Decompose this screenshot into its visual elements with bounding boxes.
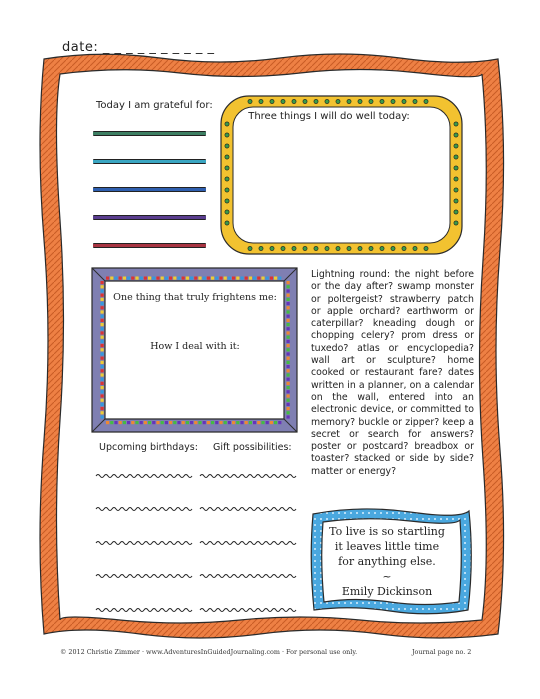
- rainbow-tile: [101, 289, 104, 292]
- rainbow-tile: [194, 277, 197, 280]
- yellow-dot: [248, 246, 252, 250]
- rainbow-tile: [101, 352, 104, 355]
- rainbow-tile: [287, 340, 290, 343]
- rainbow-tile: [156, 277, 159, 280]
- rainbow-tile: [110, 277, 113, 280]
- yellow-dot: [292, 99, 296, 103]
- quote-line-2: it leaves little time: [334, 540, 440, 553]
- rainbow-tile: [232, 421, 235, 424]
- rainbow-tile: [173, 421, 176, 424]
- rainbow-tile: [110, 421, 113, 424]
- yellow-dot: [369, 99, 373, 103]
- gift-possibilities-title: Gift possibilities:: [213, 442, 292, 453]
- rainbow-tile: [287, 302, 290, 305]
- rainbow-tile: [165, 421, 168, 424]
- rainbow-tile: [287, 298, 290, 301]
- wavy-line: [96, 609, 192, 612]
- rainbow-tile: [101, 361, 104, 364]
- grateful-line[interactable]: [93, 243, 206, 248]
- rainbow-tile: [101, 365, 104, 368]
- rainbow-tile: [198, 421, 201, 424]
- rainbow-tile: [123, 277, 126, 280]
- yellow-dot: [292, 246, 296, 250]
- rainbow-tile: [287, 399, 290, 402]
- rainbow-tile: [257, 421, 260, 424]
- rainbow-tile: [101, 306, 104, 309]
- rainbow-tile: [287, 365, 290, 368]
- rainbow-tile: [228, 421, 231, 424]
- wavy-line: [200, 508, 296, 511]
- rainbow-tile: [236, 277, 239, 280]
- yellow-dot: [225, 122, 229, 126]
- rainbow-tile: [119, 421, 122, 424]
- rainbow-tile: [249, 421, 252, 424]
- rainbow-tile: [207, 421, 210, 424]
- rainbow-tile: [203, 421, 206, 424]
- rainbow-tile: [101, 386, 104, 389]
- yellow-dot: [369, 246, 373, 250]
- yellow-dot: [413, 99, 417, 103]
- yellow-dot: [314, 246, 318, 250]
- yellow-dot: [391, 99, 395, 103]
- yellow-dot: [347, 246, 351, 250]
- rainbow-tile: [261, 277, 264, 280]
- wavy-line: [200, 475, 296, 478]
- rainbow-tile: [270, 277, 273, 280]
- date-blank: _ _ _ _ _ _ _ _ _ _: [102, 40, 215, 55]
- grateful-title: Today I am grateful for:: [96, 100, 213, 111]
- rainbow-tile: [101, 407, 104, 410]
- rainbow-tile: [287, 289, 290, 292]
- rainbow-tile: [101, 390, 104, 393]
- rainbow-tile: [161, 277, 164, 280]
- rainbow-tile: [101, 323, 104, 326]
- rainbow-tile: [224, 421, 227, 424]
- yellow-dot: [347, 99, 351, 103]
- rainbow-tile: [101, 285, 104, 288]
- rainbow-tile: [194, 421, 197, 424]
- yellow-dot: [225, 177, 229, 181]
- rainbow-tile: [135, 277, 138, 280]
- rainbow-tile: [287, 294, 290, 297]
- rainbow-tile: [106, 277, 109, 280]
- yellow-dot: [454, 188, 458, 192]
- yellow-dot: [380, 246, 384, 250]
- rainbow-tile: [287, 285, 290, 288]
- yellow-dot: [358, 246, 362, 250]
- rainbow-tile: [101, 411, 104, 414]
- rainbow-tile: [266, 421, 269, 424]
- rainbow-tile: [101, 327, 104, 330]
- rainbow-tile: [101, 294, 104, 297]
- three-things-title: Three things I will do well today:: [248, 111, 410, 122]
- rainbow-tile: [177, 277, 180, 280]
- rainbow-tile: [119, 277, 122, 280]
- rainbow-tile: [156, 421, 159, 424]
- rainbow-tile: [152, 277, 155, 280]
- frightens-title: One thing that truly frightens me:: [113, 292, 277, 303]
- rainbow-tile: [211, 421, 214, 424]
- yellow-dot: [225, 133, 229, 137]
- rainbow-tile: [101, 336, 104, 339]
- rainbow-tile: [131, 421, 134, 424]
- rainbow-tile: [101, 382, 104, 385]
- wavy-line: [96, 508, 192, 511]
- rainbow-tile: [240, 277, 243, 280]
- rainbow-tile: [106, 421, 109, 424]
- rainbow-tile: [287, 407, 290, 410]
- quote-author: Emily Dickinson: [341, 585, 433, 598]
- yellow-dot: [454, 210, 458, 214]
- wavy-line: [200, 542, 296, 545]
- yellow-dot: [402, 246, 406, 250]
- rainbow-tile: [140, 421, 143, 424]
- rainbow-tile: [287, 323, 290, 326]
- rainbow-tile: [101, 378, 104, 381]
- rainbow-tile: [215, 421, 218, 424]
- grateful-line[interactable]: [93, 215, 206, 220]
- rainbow-tile: [182, 421, 185, 424]
- rainbow-tile: [101, 344, 104, 347]
- rainbow-tile: [287, 378, 290, 381]
- rainbow-tile: [257, 277, 260, 280]
- yellow-dot: [454, 122, 458, 126]
- yellow-dot: [336, 99, 340, 103]
- yellow-dot: [454, 144, 458, 148]
- rainbow-tile: [203, 277, 206, 280]
- yellow-dot: [281, 99, 285, 103]
- grateful-line[interactable]: [93, 159, 206, 164]
- yellow-dot: [358, 99, 362, 103]
- rainbow-tile: [148, 277, 151, 280]
- rainbow-tile: [152, 421, 155, 424]
- lightning-round-text: Lightning round: the night before or the day after? swamp monster or poltergeist? strawberry patch or apple orchard? earthworm or caterpillar? kneading dough or chopping celery? prom dress or tuxedo? atlas or encyclopedia? wall art or sculpture? home cooked or restaurant fare? dates written in a planner, on a calendar on the wall, entered into an electronic device, or committed to memory? buckle or zipper? keep a secret or search for answers? poster or postcard? breadbox or toaster? stacked or side by side? matter or energy?: [311, 269, 474, 477]
- rainbow-tile: [228, 277, 231, 280]
- yellow-dot: [325, 99, 329, 103]
- yellow-dot: [270, 99, 274, 103]
- grateful-line[interactable]: [93, 131, 206, 136]
- rainbow-tile: [287, 327, 290, 330]
- rainbow-tile: [245, 421, 248, 424]
- rainbow-tile: [287, 411, 290, 414]
- quote-line-3: for anything else.: [338, 555, 436, 568]
- rainbow-tile: [135, 421, 138, 424]
- rainbow-tile: [114, 277, 117, 280]
- wavy-line: [200, 609, 296, 612]
- yellow-dot: [325, 246, 329, 250]
- rainbow-tile: [236, 421, 239, 424]
- yellow-dot: [225, 221, 229, 225]
- yellow-dot: [454, 221, 458, 225]
- rainbow-tile: [274, 421, 277, 424]
- rainbow-tile: [177, 421, 180, 424]
- yellow-dot: [424, 99, 428, 103]
- rainbow-tile: [190, 421, 193, 424]
- yellow-dot: [225, 155, 229, 159]
- rainbow-tile: [101, 394, 104, 397]
- wavy-line: [96, 475, 192, 478]
- wavy-line: [96, 542, 192, 545]
- rainbow-tile: [148, 421, 151, 424]
- wavy-line: [96, 575, 192, 578]
- rainbow-tile: [274, 277, 277, 280]
- yellow-dot: [391, 246, 395, 250]
- date-label: date:: [62, 40, 99, 55]
- rainbow-tile: [101, 298, 104, 301]
- yellow-dot: [225, 199, 229, 203]
- rainbow-tile: [287, 331, 290, 334]
- quote-tilde: ~: [382, 570, 392, 583]
- rainbow-tile: [144, 277, 147, 280]
- rainbow-tile: [211, 277, 214, 280]
- rainbow-tile: [287, 382, 290, 385]
- rainbow-tile: [287, 336, 290, 339]
- rainbow-tile: [123, 421, 126, 424]
- yellow-dot: [259, 246, 263, 250]
- yellow-dot: [424, 246, 428, 250]
- footer-page-number: Journal page no. 2: [412, 648, 472, 656]
- grateful-line[interactable]: [93, 187, 206, 192]
- yellow-dot: [225, 144, 229, 148]
- date-field[interactable]: [62, 40, 215, 55]
- yellow-dot: [402, 99, 406, 103]
- footer-copyright: © 2012 Christie Zimmer · www.AdventuresInGuidedJournaling.com · For personal use only.: [60, 648, 358, 656]
- deal-with-it-title: How I deal with it:: [150, 341, 240, 352]
- yellow-dot: [454, 133, 458, 137]
- rainbow-tile: [215, 277, 218, 280]
- yellow-dot: [454, 199, 458, 203]
- rainbow-tile: [287, 369, 290, 372]
- rainbow-tile: [144, 421, 147, 424]
- rainbow-tile: [101, 348, 104, 351]
- yellow-dot: [225, 210, 229, 214]
- rainbow-tile: [101, 319, 104, 322]
- rainbow-tile: [287, 315, 290, 318]
- rainbow-tile: [190, 277, 193, 280]
- yellow-dot: [454, 166, 458, 170]
- rainbow-tile: [101, 310, 104, 313]
- rainbow-tile: [287, 390, 290, 393]
- yellow-dot: [314, 99, 318, 103]
- rainbow-tile: [287, 344, 290, 347]
- yellow-dot: [413, 246, 417, 250]
- rainbow-tile: [224, 277, 227, 280]
- rainbow-tile: [101, 331, 104, 334]
- rainbow-tile: [101, 415, 104, 418]
- yellow-dot: [248, 99, 252, 103]
- rainbow-tile: [261, 421, 264, 424]
- rainbow-tile: [287, 394, 290, 397]
- rainbow-tile: [161, 421, 164, 424]
- rainbow-tile: [287, 281, 290, 284]
- yellow-dot: [336, 246, 340, 250]
- rainbow-tile: [131, 277, 134, 280]
- rainbow-tile: [287, 306, 290, 309]
- rainbow-tile: [101, 281, 104, 284]
- rainbow-tile: [169, 277, 172, 280]
- rainbow-tile: [287, 357, 290, 360]
- rainbow-tile: [169, 421, 172, 424]
- rainbow-tile: [186, 421, 189, 424]
- rainbow-tile: [101, 302, 104, 305]
- rainbow-tile: [240, 421, 243, 424]
- wavy-line: [200, 575, 296, 578]
- birthdays-title: Upcoming birthdays:: [99, 442, 198, 453]
- rainbow-tile: [140, 277, 143, 280]
- rainbow-tile: [101, 369, 104, 372]
- rainbow-tile: [101, 403, 104, 406]
- yellow-dot: [303, 99, 307, 103]
- yellow-dot: [454, 155, 458, 159]
- rainbow-tile: [287, 386, 290, 389]
- rainbow-tile: [287, 348, 290, 351]
- yellow-dot: [225, 166, 229, 170]
- rainbow-tile: [287, 361, 290, 364]
- yellow-dot: [380, 99, 384, 103]
- rainbow-tile: [278, 277, 281, 280]
- yellow-dot: [225, 188, 229, 192]
- rainbow-tile: [198, 277, 201, 280]
- rainbow-tile: [101, 399, 104, 402]
- rainbow-tile: [114, 421, 117, 424]
- rainbow-tile: [101, 357, 104, 360]
- rainbow-tile: [232, 277, 235, 280]
- rainbow-tile: [219, 277, 222, 280]
- rainbow-tile: [287, 373, 290, 376]
- rainbow-tile: [287, 310, 290, 313]
- quote-block: [322, 524, 452, 599]
- rainbow-tile: [287, 319, 290, 322]
- rainbow-tile: [287, 415, 290, 418]
- rainbow-tile: [278, 421, 281, 424]
- yellow-dot: [281, 246, 285, 250]
- rainbow-tile: [101, 315, 104, 318]
- rainbow-tile: [245, 277, 248, 280]
- rainbow-tile: [253, 421, 256, 424]
- rainbow-tile: [101, 340, 104, 343]
- rainbow-tile: [207, 277, 210, 280]
- birthday-wavy-lines: [96, 475, 296, 612]
- rainbow-tile: [182, 277, 185, 280]
- rainbow-tile: [127, 277, 130, 280]
- rainbow-tile: [287, 403, 290, 406]
- rainbow-tile: [186, 277, 189, 280]
- yellow-dot: [303, 246, 307, 250]
- quote-line-1: To live is so startling: [329, 525, 445, 538]
- rainbow-tile: [165, 277, 168, 280]
- yellow-dot: [454, 177, 458, 181]
- yellow-dot: [270, 246, 274, 250]
- rainbow-tile: [266, 277, 269, 280]
- rainbow-tile: [253, 277, 256, 280]
- rainbow-tile: [219, 421, 222, 424]
- yellow-dot: [259, 99, 263, 103]
- rainbow-tile: [249, 277, 252, 280]
- rainbow-tile: [101, 373, 104, 376]
- rainbow-tile: [287, 352, 290, 355]
- rainbow-tile: [173, 277, 176, 280]
- rainbow-tile: [127, 421, 130, 424]
- rainbow-tile: [270, 421, 273, 424]
